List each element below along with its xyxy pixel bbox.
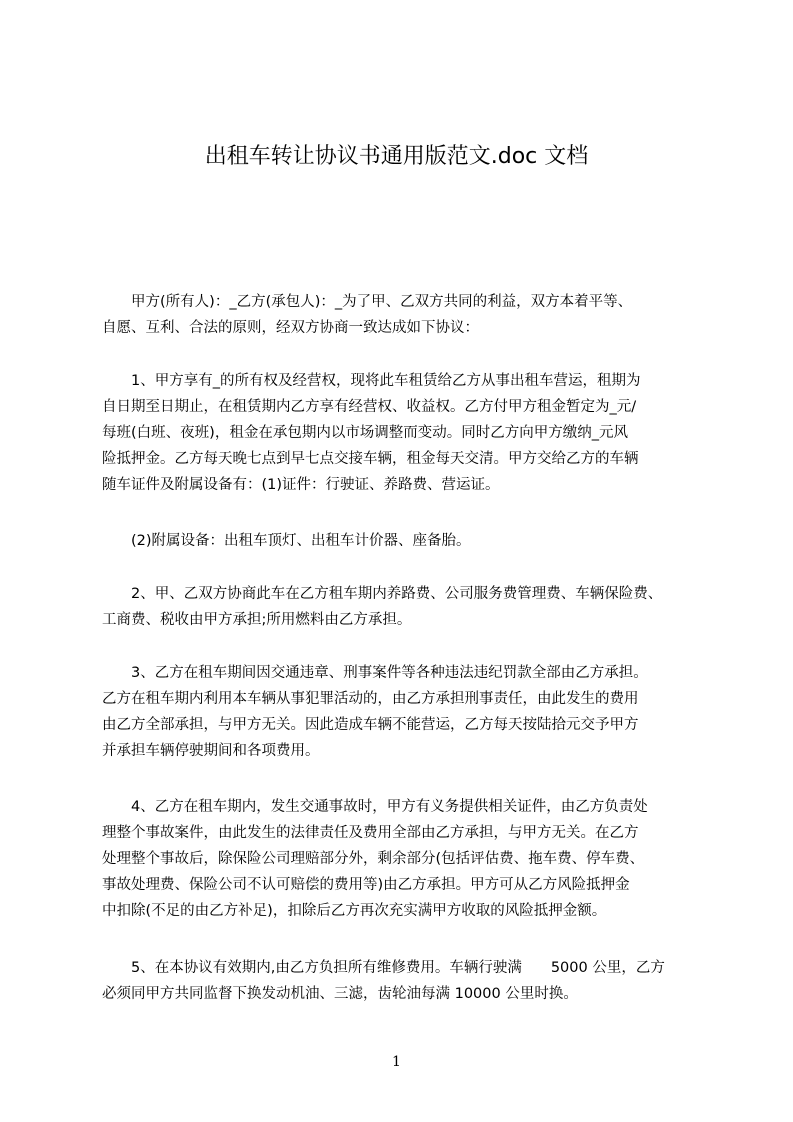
text-line: 5、在本协议有效期内,由乙方负担所有维修费用。车辆行驶满 5000 公里，乙方 <box>102 960 665 976</box>
text-line: 1、甲方享有_的所有权及经营权，现将此车租赁给乙方从事出租车营运，租期为 <box>102 373 641 389</box>
text-line: 自愿、互利、合法的原则，经双方协商一致达成如下协议： <box>102 320 479 336</box>
document-title: 出租车转让协议书通用版范文.doc 文档 <box>204 144 589 169</box>
text-line: 理整个事故案件，由此发生的法律责任及费用全部由乙方承担，与甲方无关。在乙方 <box>102 825 639 841</box>
paragraph-clause-1-attachments <box>102 528 722 554</box>
text-line: 每班(白班、夜班)，租金在承包期内以市场调整而变动。同时乙方向甲方缴纳_元风 <box>102 425 629 441</box>
text-line: 险抵押金。乙方每天晚七点到早七点交接车辆，租金每天交清。甲方交给乙方的车辆 <box>102 451 639 467</box>
text-line: 工商费、税收由甲方承担;所用燃料由乙方承担。 <box>102 612 412 628</box>
paragraph-clause-4 <box>102 794 722 924</box>
text-line: 4、乙方在租车期内，发生交通事故时，甲方有义务提供相关证件，由乙方负责处 <box>102 799 648 815</box>
paragraph-clause-3 <box>102 660 722 764</box>
text-line: 处理整个事故后，除保险公司理赔部分外，剩余部分(包括评估费、拖车费、停车费、 <box>102 851 645 867</box>
page-number: 1 <box>392 1054 401 1070</box>
text-line: (2)附属设备：出租车顶灯、出租车计价器、座备胎。 <box>102 533 471 549</box>
paragraph-clause-1 <box>102 368 722 498</box>
text-line: 并承担车辆停驶期间和各项费用。 <box>102 743 320 759</box>
text-line: 随车证件及附属设备有：(1)证件：行驶证、养路费、营运证。 <box>102 477 500 493</box>
text-line: 中扣除(不足的由乙方补足)，扣除后乙方再次充实满甲方收取的风险抵押金额。 <box>102 903 607 919</box>
text-line: 甲方(所有人)：_乙方(承包人)：_为了甲、乙双方共同的利益，双方本着平等、 <box>102 294 633 310</box>
paragraph-parties <box>102 289 722 341</box>
paragraph-clause-5 <box>102 955 722 1007</box>
text-line: 自日期至日期止，在租赁期内乙方享有经营权、收益权。乙方付甲方租金暂定为_元/ <box>102 399 637 415</box>
text-line: 由乙方全部承担，与甲方无关。因此造成车辆不能营运，乙方每天按陆拾元交予甲方 <box>102 717 639 733</box>
text-line: 事故处理费、保险公司不认可赔偿的费用等)由乙方承担。甲方可从乙方风险抵押金 <box>102 877 630 893</box>
text-line: 3、乙方在租车期间因交通违章、刑事案件等各种违法违纪罚款全部由乙方承担。 <box>102 665 648 681</box>
paragraph-clause-2 <box>102 581 722 633</box>
text-line: 必须同甲方共同监督下换发动机油、三滤，齿轮油每满 10000 公里时换。 <box>102 986 578 1002</box>
text-line: 乙方在租车期内利用本车辆从事犯罪活动的，由乙方承担刑事责任，由此发生的费用 <box>102 691 639 707</box>
text-line: 2、甲、乙双方协商此车在乙方租车期内养路费、公司服务费管理费、车辆保险费、 <box>102 586 663 602</box>
